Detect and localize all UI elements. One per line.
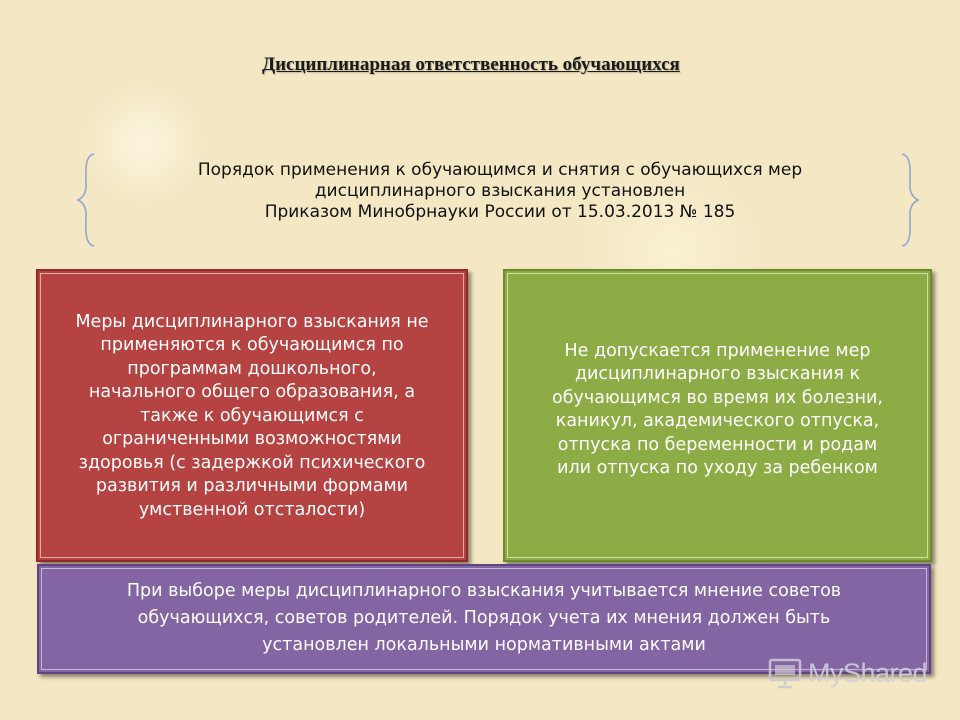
green-box-restrictions <box>503 269 932 562</box>
watermark <box>768 656 927 690</box>
red-box-line: здоровья (с задержкой психического <box>78 452 426 473</box>
presentation-screen-icon <box>768 657 802 689</box>
red-box-line: программам дошкольного, <box>127 358 377 379</box>
purple-box-line: установлен локальными нормативными актами <box>262 634 706 655</box>
purple-box-line: При выборе меры дисциплинарного взыскания учитывается мнение советов <box>126 580 842 601</box>
red-box-line: применяются к обучающимся по <box>100 335 404 356</box>
red-box-line: Меры дисциплинарного взыскания не <box>75 311 429 332</box>
page-title: Дисциплинарная ответственность обучающихся <box>262 54 680 75</box>
green-box-line: отпуска по беременности и родам <box>557 434 878 455</box>
red-box-line: начального общего образования, а <box>88 382 416 403</box>
green-box-line: Не допускается применение мер <box>564 340 871 361</box>
green-box-line: обучающимся во время их болезни, <box>552 387 883 408</box>
intro-line: Порядок применения к обучающимся и снятия с обучающихся мер <box>197 160 803 180</box>
purple-box-line: обучающихся, советов родителей. Порядок учета их мнения должен быть <box>137 607 831 628</box>
intro-line: Приказом Минобрнауки России от 15.03.2013 № 185 <box>264 202 736 222</box>
watermark-text: MyShared <box>808 657 928 688</box>
right-brace-icon <box>900 152 920 248</box>
red-box-exemptions <box>36 269 468 562</box>
red-box-line: также к обучающимся с <box>140 405 364 426</box>
red-box-line: умственной отсталости) <box>138 499 366 520</box>
intro-text <box>100 160 900 223</box>
green-box-line: каникул, академического отпуска, <box>555 411 880 431</box>
red-box-line: развития и различными формами <box>95 476 409 497</box>
green-box-line: или отпуска по уходу за ребенком <box>557 458 878 478</box>
green-box-line: дисциплинарного взыскания к <box>574 364 861 384</box>
intro-line: дисциплинарного взыскания установлен <box>314 181 686 201</box>
left-brace-icon <box>76 152 96 248</box>
red-box-line: ограниченными возможностями <box>102 429 402 450</box>
